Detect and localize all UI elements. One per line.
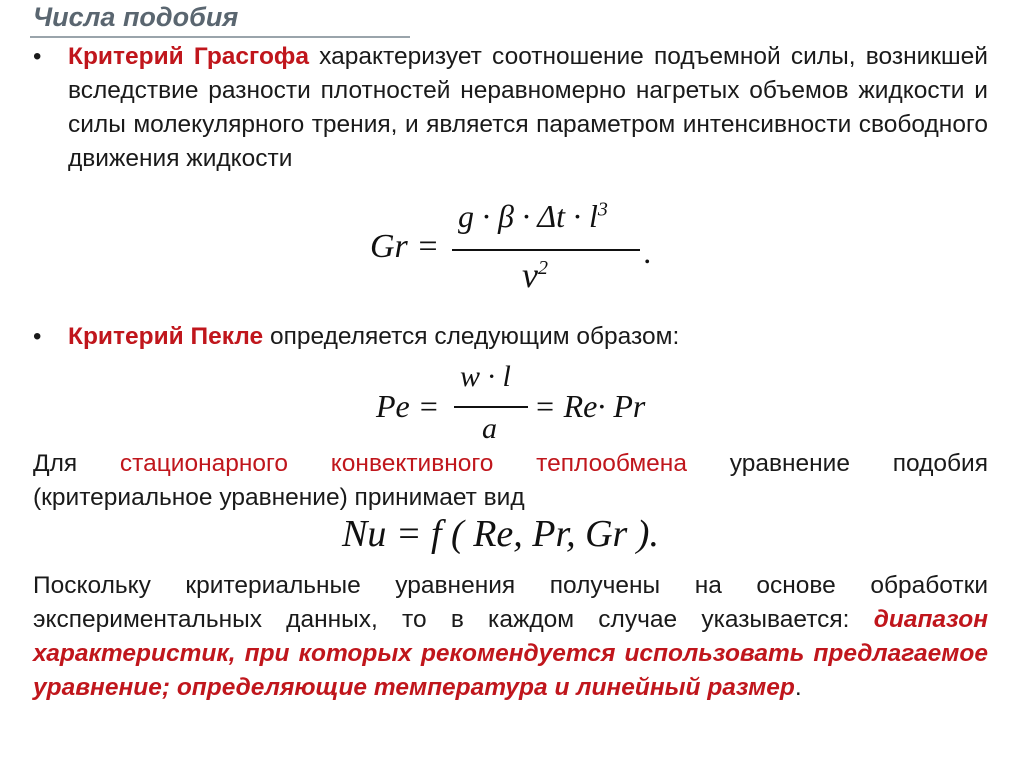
conclusion-line3-plain: указывается: — [701, 606, 874, 633]
peclet-paragraph — [68, 320, 988, 354]
conclusion-line3-red: диапазон характеристик, при которых — [33, 606, 988, 667]
grashof-formula — [370, 192, 670, 302]
grashof-text-line1: характеризует соотношение подъемной — [308, 43, 781, 70]
grashof-end: . — [644, 234, 652, 270]
title-underline — [30, 36, 410, 38]
bullet-peclet: • — [33, 323, 42, 350]
peclet-numerator: w · l — [460, 360, 511, 393]
grashof-fraction-line — [452, 249, 640, 251]
grashof-denominator — [522, 254, 548, 296]
conclusion-line5-end: . — [794, 674, 802, 701]
peclet-lhs: Pe = — [376, 388, 440, 424]
grashof-label: Критерий Грасгофа — [68, 43, 309, 70]
peclet-denominator: a — [482, 412, 497, 445]
bullet-grashof: • — [33, 43, 42, 70]
conclusion-line4-red: рекомендуется использовать предлагаемое уравнение; — [33, 640, 988, 701]
grashof-denominator-exp: 2 — [537, 257, 548, 279]
peclet-formula — [376, 360, 696, 455]
peclet-rhs: = Re· Pr — [534, 388, 646, 424]
grashof-numerator-text: g · β · Δt · l — [458, 198, 598, 234]
peclet-text: определяется следующим образом: — [263, 323, 680, 350]
peclet-label: Критерий Пекле — [68, 323, 264, 350]
grashof-numerator — [458, 198, 608, 235]
conclusion-line2: обработки экспериментальных данных, то в каждом случае — [33, 572, 988, 633]
grashof-paragraph — [68, 40, 988, 176]
stationary-pre: Для — [33, 450, 120, 477]
conclusion-line5-red: определяющие температура и линейный размер — [176, 674, 795, 701]
stationary-line2: подобия (критериальное уравнение) принимает вид — [33, 450, 988, 511]
nusselt-formula: Nu = f ( Re, Pr, Gr ). — [342, 513, 659, 555]
grashof-lhs: Gr = — [370, 228, 440, 265]
conclusion-line1: Поскольку критериальные уравнения получены на основе — [33, 572, 836, 599]
peclet-fraction-line — [454, 406, 528, 408]
conclusion-paragraph — [33, 569, 988, 705]
grashof-numerator-exp: 3 — [597, 198, 608, 221]
grashof-denominator-text: ν — [522, 255, 538, 295]
stationary-highlight: стационарного конвективного теплообмена — [119, 450, 687, 477]
page-title: Числа подобия — [33, 2, 239, 32]
stationary-post: уравнение — [686, 450, 850, 477]
grashof-text-rest: силы, возникшей вследствие разности плотностей неравномерно нагретых объемов жидкости и силы молекулярного трения, и является параметром интенсивности свободного движения жидкости — [68, 43, 988, 172]
stationary-paragraph — [33, 447, 988, 515]
